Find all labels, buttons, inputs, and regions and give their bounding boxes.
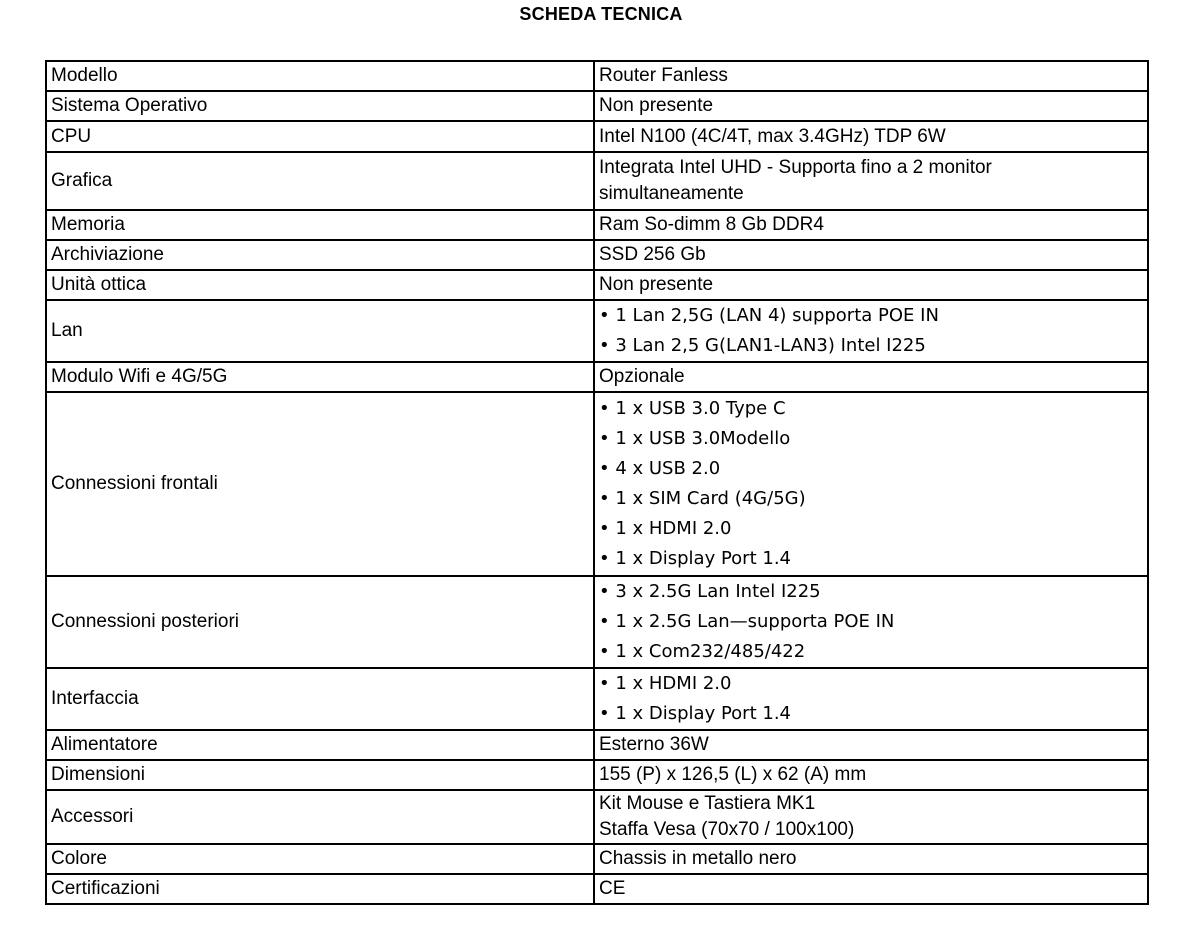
spec-label: Modulo Wifi e 4G/5G (46, 362, 594, 392)
table-row (46, 210, 1148, 240)
spec-value-line: Integrata Intel UHD - Supporta fino a 2 monitor (599, 157, 992, 178)
table-row (46, 392, 1148, 576)
table-row (46, 668, 1148, 730)
bullet-item: • 1 x Com232/485/422 (599, 641, 806, 662)
table-row (46, 760, 1148, 790)
table-row (46, 91, 1148, 121)
spec-value: CE (594, 874, 1148, 904)
spec-table (45, 60, 1149, 905)
spec-label: Lan (46, 300, 594, 362)
spec-value: SSD 256 Gb (594, 240, 1148, 270)
spec-label: Alimentatore (46, 730, 594, 760)
spec-label: Connessioni frontali (46, 392, 594, 576)
spec-value (594, 790, 1148, 844)
bullet-item: • 3 x 2.5G Lan Intel I225 (599, 581, 821, 602)
spec-label: Colore (46, 844, 594, 874)
bullet-item: • 1 x SIM Card (4G/5G) (599, 488, 806, 509)
spec-label: Modello (46, 61, 594, 91)
spec-value: Chassis in metallo nero (594, 844, 1148, 874)
spec-value (594, 668, 1148, 730)
spec-value: 155 (P) x 126,5 (L) x 62 (A) mm (594, 760, 1148, 790)
spec-label: Memoria (46, 210, 594, 240)
bullet-item: • 1 x Display Port 1.4 (599, 548, 791, 569)
spec-value (594, 576, 1148, 668)
spec-value: Esterno 36W (594, 730, 1148, 760)
table-row (46, 790, 1148, 844)
table-row (46, 362, 1148, 392)
spec-label: Dimensioni (46, 760, 594, 790)
spec-value-line: Kit Mouse e Tastiera MK1 (599, 793, 816, 814)
spec-label: Certificazioni (46, 874, 594, 904)
bullet-item: • 1 x HDMI 2.0 (599, 518, 732, 539)
spec-value: Opzionale (594, 362, 1148, 392)
table-row (46, 576, 1148, 668)
spec-label: Unità ottica (46, 270, 594, 300)
spec-label: Accessori (46, 790, 594, 844)
bullet-item: • 1 x HDMI 2.0 (599, 673, 732, 694)
spec-value (594, 152, 1148, 210)
bullet-item: • 1 x USB 3.0 Type C (599, 398, 786, 419)
spec-value: Router Fanless (594, 61, 1148, 91)
table-row (46, 300, 1148, 362)
spec-value (594, 392, 1148, 576)
table-row (46, 61, 1148, 91)
table-row (46, 730, 1148, 760)
bullet-item: • 4 x USB 2.0 (599, 458, 721, 479)
spec-label: Interfaccia (46, 668, 594, 730)
spec-value: Non presente (594, 91, 1148, 121)
spec-label: CPU (46, 121, 594, 152)
table-row (46, 270, 1148, 300)
table-row (46, 874, 1148, 904)
table-row (46, 121, 1148, 152)
spec-value: Ram So-dimm 8 Gb DDR4 (594, 210, 1148, 240)
table-row (46, 844, 1148, 874)
spec-label: Archiviazione (46, 240, 594, 270)
spec-value-line: Staffa Vesa (70x70 / 100x100) (599, 819, 855, 840)
spec-label: Grafica (46, 152, 594, 210)
spec-label: Connessioni posteriori (46, 576, 594, 668)
bullet-item: • 1 x Display Port 1.4 (599, 703, 791, 724)
bullet-item: • 1 Lan 2,5G (LAN 4) supporta POE IN (599, 305, 939, 326)
spec-label: Sistema Operativo (46, 91, 594, 121)
bullet-item: • 1 x 2.5G Lan—supporta POE IN (599, 611, 895, 632)
table-row (46, 152, 1148, 210)
spec-value (594, 300, 1148, 362)
bullet-item: • 3 Lan 2,5 G(LAN1-LAN3) Intel I225 (599, 335, 926, 356)
spec-value-line: simultaneamente (599, 183, 744, 204)
table-row (46, 240, 1148, 270)
page-title: SCHEDA TECNICA (519, 4, 683, 24)
spec-value: Intel N100 (4C/4T, max 3.4GHz) TDP 6W (594, 121, 1148, 152)
spec-value: Non presente (594, 270, 1148, 300)
bullet-item: • 1 x USB 3.0Modello (599, 428, 791, 449)
